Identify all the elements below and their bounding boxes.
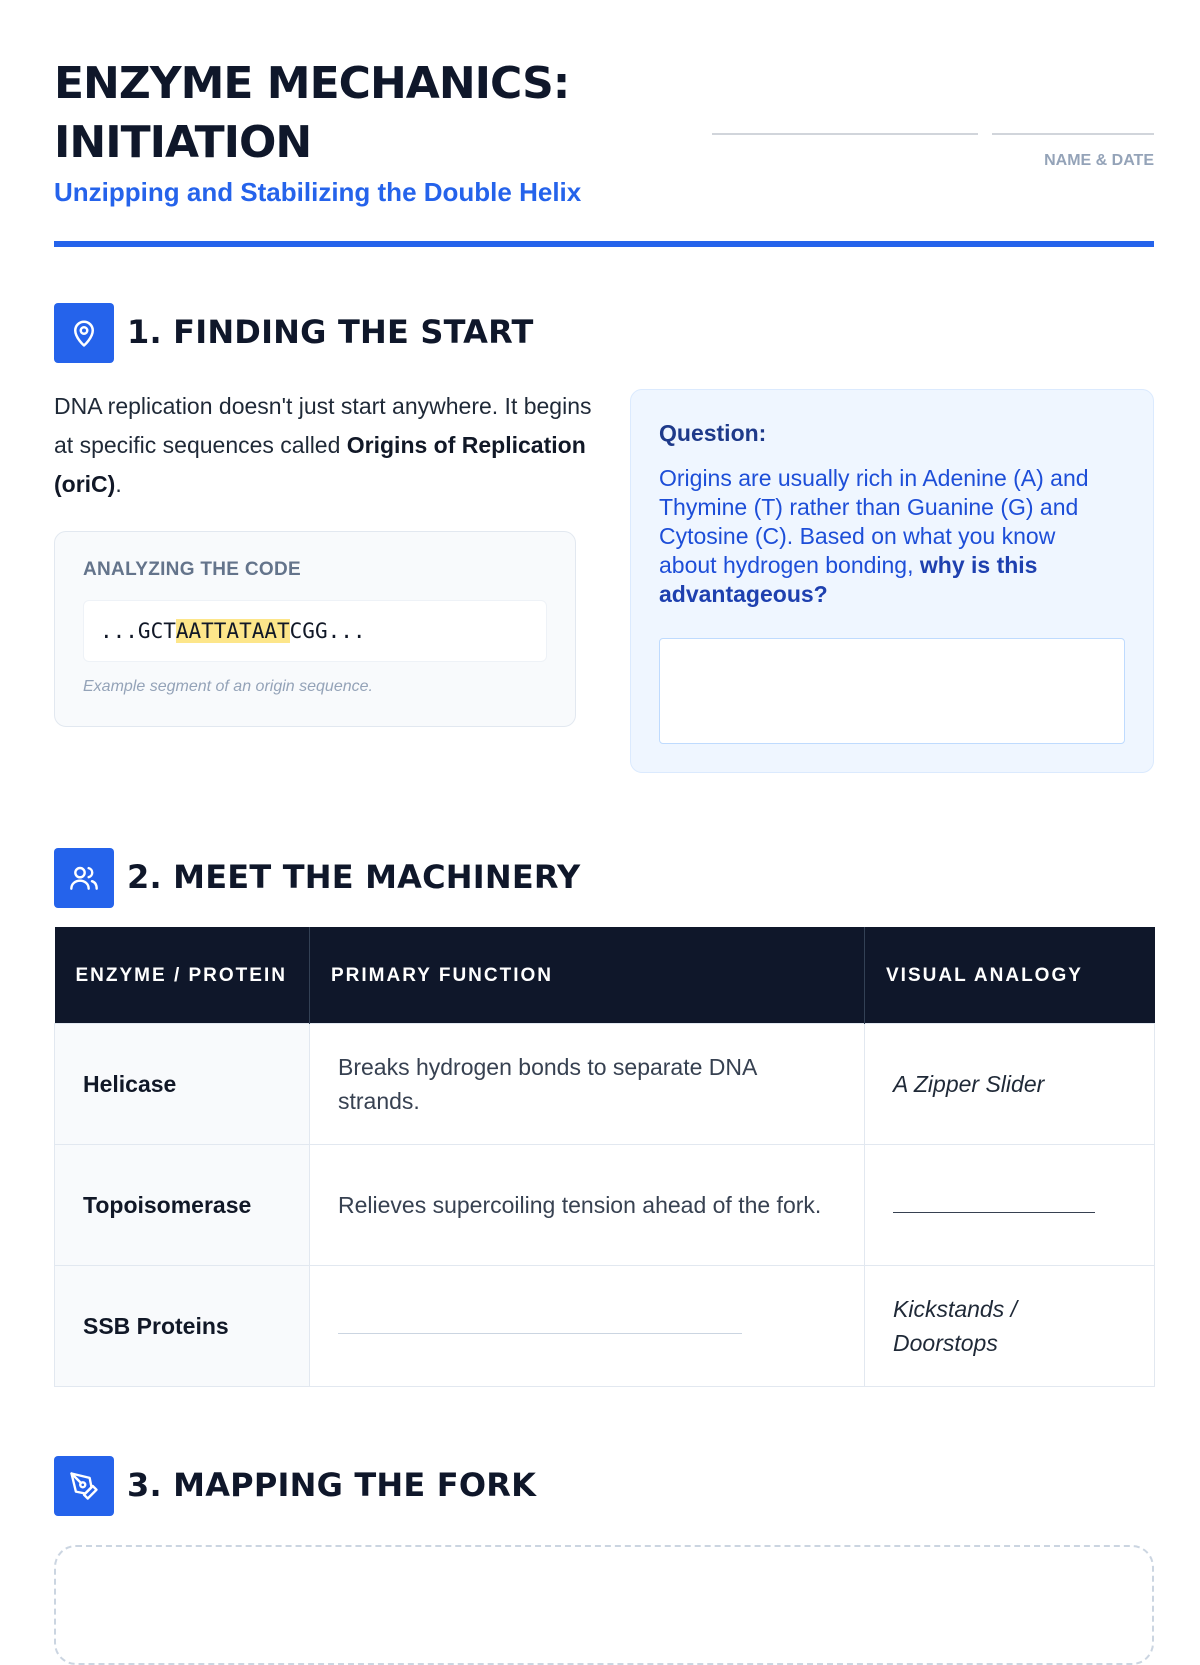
header-divider: [54, 241, 1154, 247]
table-header-row: [55, 927, 1155, 1024]
page-subtitle: Unzipping and Stabilizing the Double Helix: [54, 177, 582, 207]
code-card: [54, 531, 576, 727]
section-2-title: 2. MEET THE MACHINERY: [127, 858, 581, 896]
enzyme-analogy: Kickstands / Doorstops: [865, 1266, 1155, 1387]
table-row: [55, 1145, 1155, 1266]
function-blank-line[interactable]: [338, 1319, 742, 1334]
sequence-highlight: AATTATAAT: [175, 619, 290, 643]
function-blank-cell[interactable]: [310, 1266, 865, 1387]
column-header-enzyme: ENZYME / PROTEIN: [55, 927, 310, 1024]
intro-text: DNA replication doesn't just start anywhere. It begins at specific sequences called: [54, 393, 592, 458]
table-row: [55, 1024, 1155, 1145]
question-card: [630, 389, 1154, 773]
sequence-box: [83, 600, 547, 662]
sequence-prefix: ...GCT: [100, 619, 176, 643]
users-icon: [54, 848, 114, 908]
analogy-blank-line[interactable]: [893, 1202, 1095, 1213]
section-1-title: 1. FINDING THE START: [127, 313, 534, 351]
enzyme-analogy: A Zipper Slider: [865, 1024, 1155, 1145]
machinery-table: [54, 927, 1155, 1387]
enzyme-function: Relieves supercoiling tension ahead of the fork.: [310, 1145, 865, 1266]
analogy-blank-cell[interactable]: [865, 1145, 1155, 1266]
drawing-area[interactable]: [54, 1545, 1154, 1665]
intro-text-end: .: [115, 471, 122, 497]
title-line-1: ENZYME MECHANICS:: [54, 58, 570, 109]
section-1-intro: [54, 387, 594, 504]
name-field-line[interactable]: [712, 133, 978, 135]
code-card-label: ANALYZING THE CODE: [83, 559, 301, 580]
code-card-note: Example segment of an origin sequence.: [83, 678, 373, 695]
date-field-line[interactable]: [992, 133, 1154, 135]
question-body: Origins are usually rich in Adenine (A) and Thymine (T) rather than Guanine (G) and Cytosine (C). Based on what you know about hydrogen bonding,: [659, 465, 1089, 578]
intro-bold-term: Origins of Replication (oriC): [54, 432, 586, 497]
sequence-suffix: CGG...: [289, 619, 366, 643]
question-text: [659, 464, 1119, 609]
table-row: [55, 1266, 1155, 1387]
column-header-function: PRIMARY FUNCTION: [310, 927, 865, 1024]
answer-box[interactable]: [659, 638, 1125, 744]
enzyme-name: Topoisomerase: [55, 1145, 310, 1266]
question-emphasis: why is this advantageous?: [659, 552, 1038, 607]
column-header-analogy: VISUAL ANALOGY: [865, 927, 1155, 1024]
map-pin-icon: [54, 303, 114, 363]
section-3-title: 3. MAPPING THE FORK: [127, 1466, 537, 1504]
enzyme-name: Helicase: [55, 1024, 310, 1145]
name-date-label: NAME & DATE: [1044, 152, 1154, 169]
page-title: [54, 54, 694, 172]
enzyme-name: SSB Proteins: [55, 1266, 310, 1387]
question-label: Question:: [659, 420, 767, 446]
pen-tool-icon: [54, 1456, 114, 1516]
title-line-2: INITIATION: [54, 117, 312, 168]
enzyme-function: Breaks hydrogen bonds to separate DNA strands.: [310, 1024, 865, 1145]
